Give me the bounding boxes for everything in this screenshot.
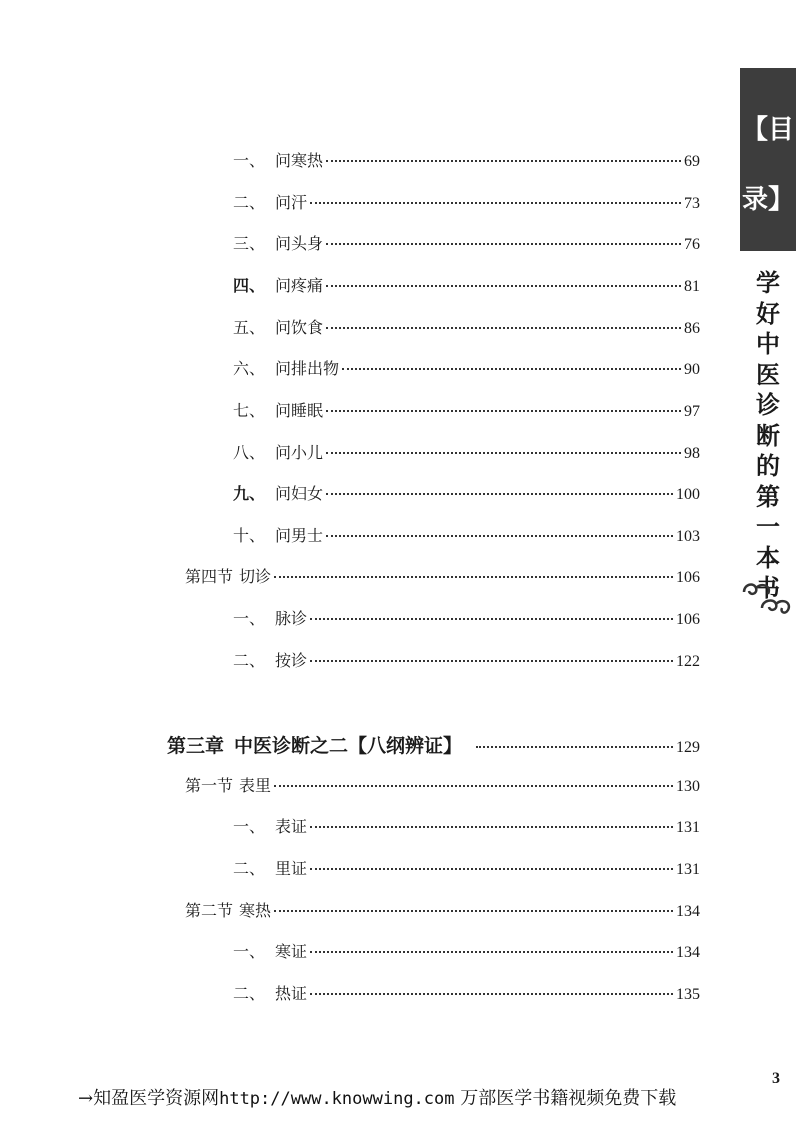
dot-leader xyxy=(326,535,673,537)
dot-leader xyxy=(342,368,681,370)
entry-page: 134 xyxy=(676,944,700,961)
entry-title: 问汗 xyxy=(275,193,308,212)
entry-title: 问疼痛 xyxy=(275,276,324,295)
entry-title: 问妇女 xyxy=(275,484,324,503)
dot-leader xyxy=(310,993,673,995)
chapter-page: 129 xyxy=(676,739,700,756)
toc-entry xyxy=(233,816,700,838)
section-page: 134 xyxy=(676,903,700,920)
entry-number: 二、 xyxy=(233,193,266,212)
dot-leader xyxy=(326,285,681,287)
entry-number: 五、 xyxy=(233,318,266,337)
entry-title: 按诊 xyxy=(275,651,308,670)
book-title-char: 学 xyxy=(756,268,780,297)
tab-label-bottom: 录】 xyxy=(741,185,794,215)
entry-title: 脉诊 xyxy=(275,609,308,628)
entry-number: 二、 xyxy=(233,859,266,878)
section-number: 第一节 xyxy=(185,776,234,795)
entry-page: 97 xyxy=(684,403,700,420)
dot-leader xyxy=(326,493,673,495)
section-page: 130 xyxy=(676,778,700,795)
dot-leader xyxy=(326,410,681,412)
chapter-number: 第三章 xyxy=(167,735,225,757)
dot-leader xyxy=(274,785,673,787)
cloud-ornament-icon xyxy=(738,578,794,618)
footer-url: http://www.knowwing.com xyxy=(219,1089,455,1109)
tab-label-top: 【目 xyxy=(741,115,794,145)
entry-page: 131 xyxy=(676,819,700,836)
entry-number: 六、 xyxy=(233,359,266,378)
dot-leader xyxy=(326,452,681,454)
dot-leader xyxy=(476,746,673,748)
entry-page: 76 xyxy=(684,236,700,253)
dot-leader xyxy=(310,202,681,204)
page-number: 3 xyxy=(772,1070,780,1087)
entry-title: 问男士 xyxy=(275,526,324,545)
entry-title: 问饮食 xyxy=(275,318,324,337)
toc-entry xyxy=(233,941,700,963)
book-title-char: 书 xyxy=(756,573,780,602)
book-title-char: 本 xyxy=(756,542,780,572)
dot-leader xyxy=(274,910,673,912)
toc-entry xyxy=(233,442,700,464)
toc-entry xyxy=(233,483,700,505)
book-title-char: 的 xyxy=(756,451,780,480)
entry-number: 二、 xyxy=(233,651,266,670)
toc-entry xyxy=(233,358,700,380)
entry-number: 七、 xyxy=(233,401,266,420)
footer-prefix: →知盈医学资源网 xyxy=(78,1088,220,1109)
toc-entry xyxy=(233,608,700,630)
dot-leader xyxy=(310,826,673,828)
dot-leader xyxy=(310,868,673,870)
entry-page: 81 xyxy=(684,278,700,295)
entry-title: 热证 xyxy=(275,984,308,1003)
entry-page: 103 xyxy=(676,528,700,545)
section-page: 106 xyxy=(676,569,700,586)
entry-title: 问睡眠 xyxy=(275,401,324,420)
entry-title: 问寒热 xyxy=(275,151,324,170)
entry-page: 106 xyxy=(676,611,700,628)
entry-page: 131 xyxy=(676,861,700,878)
dot-leader xyxy=(326,327,681,329)
toc-entry xyxy=(233,233,700,255)
chapter-title: 中医诊断之二【八纲辨证】 xyxy=(234,735,463,757)
section-title: 寒热 xyxy=(239,901,272,920)
toc-entry xyxy=(233,400,700,422)
entry-number: 九、 xyxy=(233,484,266,503)
toc-entry xyxy=(233,150,700,172)
dot-leader xyxy=(310,618,673,620)
entry-page: 122 xyxy=(676,653,700,670)
dot-leader xyxy=(310,660,673,662)
entry-page: 73 xyxy=(684,195,700,212)
entry-title: 问小儿 xyxy=(275,443,324,462)
book-title-char: 断 xyxy=(756,420,780,450)
entry-page: 86 xyxy=(684,320,700,337)
section-tab xyxy=(740,68,796,251)
entry-page: 135 xyxy=(676,986,700,1003)
entry-number: 一、 xyxy=(233,942,266,961)
entry-number: 三、 xyxy=(233,234,266,253)
toc-section xyxy=(185,900,700,922)
toc-chapter xyxy=(167,733,700,759)
book-title-char: 一 xyxy=(756,512,780,541)
toc-entry xyxy=(233,275,700,297)
entry-page: 100 xyxy=(676,486,700,503)
entry-number: 一、 xyxy=(233,151,266,170)
entry-page: 90 xyxy=(684,361,700,378)
entry-number: 一、 xyxy=(233,817,266,836)
entry-title: 里证 xyxy=(275,859,308,878)
toc-entry xyxy=(233,983,700,1005)
section-number: 第二节 xyxy=(185,901,234,920)
entry-title: 寒证 xyxy=(275,942,308,961)
entry-page: 69 xyxy=(684,153,700,170)
entry-number: 四、 xyxy=(233,276,266,295)
book-title-char: 诊 xyxy=(756,390,780,419)
toc-entry xyxy=(233,192,700,214)
book-title-char: 医 xyxy=(756,359,780,389)
entry-title: 问头身 xyxy=(275,234,324,253)
book-title-char: 好 xyxy=(756,298,780,328)
toc-section xyxy=(185,775,700,797)
toc-entry xyxy=(233,858,700,880)
toc-entry xyxy=(233,525,700,547)
entry-number: 十、 xyxy=(233,526,266,545)
book-title-vertical xyxy=(750,268,786,604)
entry-number: 八、 xyxy=(233,443,266,462)
watermark-footer xyxy=(78,1086,738,1112)
book-title-char: 中 xyxy=(756,329,780,358)
dot-leader xyxy=(326,243,681,245)
entry-number: 二、 xyxy=(233,984,266,1003)
dot-leader xyxy=(310,951,673,953)
toc-entry xyxy=(233,650,700,672)
entry-page: 98 xyxy=(684,445,700,462)
dot-leader xyxy=(326,160,681,162)
toc-section xyxy=(185,566,700,588)
section-title: 表里 xyxy=(239,776,272,795)
entry-title: 表证 xyxy=(275,817,308,836)
entry-title: 问排出物 xyxy=(275,359,340,378)
footer-suffix: 万部医学书籍视频免费下载 xyxy=(454,1088,677,1109)
dot-leader xyxy=(274,576,673,578)
entry-number: 一、 xyxy=(233,609,266,628)
toc-entry xyxy=(233,317,700,339)
section-title: 切诊 xyxy=(239,567,272,586)
section-number: 第四节 xyxy=(185,567,234,586)
book-title-char: 第 xyxy=(756,481,780,511)
